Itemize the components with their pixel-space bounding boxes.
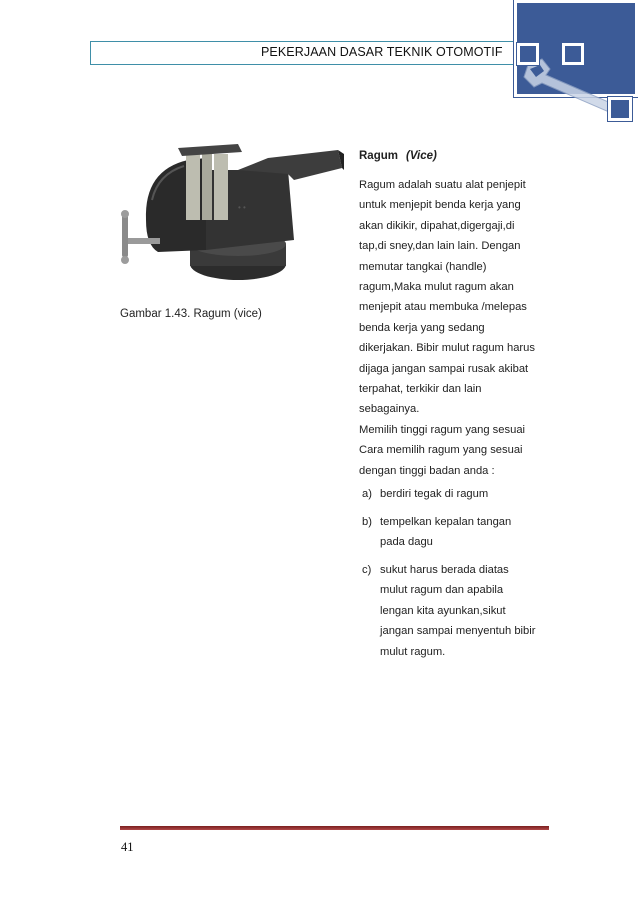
section-title — [359, 150, 549, 162]
paragraph-line: untuk menjepit benda kerja yang — [359, 199, 521, 212]
bench-vice-image — [118, 140, 350, 290]
paragraph-line: memutar tangkai (handle) — [359, 260, 487, 273]
paragraph-line: Memilih tinggi ragum yang sesuai — [359, 423, 526, 436]
paragraph-line: ragum,Maka mulut ragum akan — [359, 281, 514, 294]
header-title: PEKERJAAN DASAR TEKNIK OTOMOTIF — [261, 45, 503, 59]
list-marker: a) — [362, 488, 372, 500]
header-decoration-square — [562, 43, 584, 65]
list-item-line: mulut ragum. — [380, 645, 446, 658]
header-decoration-square — [608, 97, 632, 121]
paragraph-line: dijaga jangan sampai rusak akibat — [359, 362, 529, 375]
section-paragraph — [359, 175, 549, 481]
paragraph-line: benda kerja yang sedang — [359, 321, 485, 334]
list-item-line: jangan sampai menyentuh bibir — [380, 625, 536, 638]
paragraph-line: terpahat, terkikir dan lain — [359, 383, 482, 396]
paragraph-line: Cara memilih ragum yang sesuai — [359, 444, 523, 457]
paragraph-line: dengan tinggi badan anda : — [359, 464, 495, 477]
footer-divider — [120, 826, 549, 830]
list-item-line: lengan kita ayunkan,sikut — [380, 604, 506, 617]
section-title-italic: (Vice) — [405, 150, 437, 162]
paragraph-line: akan dikikir, dipahat,digergaji,di — [359, 219, 515, 232]
paragraph-line: Ragum adalah suatu alat penjepit — [359, 179, 526, 191]
list-marker: b) — [362, 516, 372, 528]
list-item-line: pada dagu — [380, 536, 433, 549]
list-item-line: sukut harus berada diatas — [380, 564, 509, 576]
list-item-line: tempelkan kepalan tangan — [380, 516, 512, 528]
list-item-line: mulut ragum dan apabila — [380, 584, 504, 597]
paragraph-line: sebagainya. — [359, 403, 420, 416]
page-number: 41 — [121, 840, 134, 854]
paragraph-line: dikerjakan. Bibir mulut ragum harus — [359, 342, 535, 355]
header-decoration-square — [517, 43, 539, 65]
figure-caption: Gambar 1.43. Ragum (vice) — [120, 308, 262, 320]
svg-text:• •: • • — [238, 203, 246, 212]
paragraph-line: menjepit atau membuka /melepas — [359, 301, 527, 314]
section-title-text: Ragum — [359, 150, 398, 162]
list-item-line: berdiri tegak di ragum — [380, 488, 489, 500]
paragraph-line: tap,di sney,dan lain lain. Dengan — [359, 240, 521, 253]
list-marker: c) — [362, 564, 372, 576]
